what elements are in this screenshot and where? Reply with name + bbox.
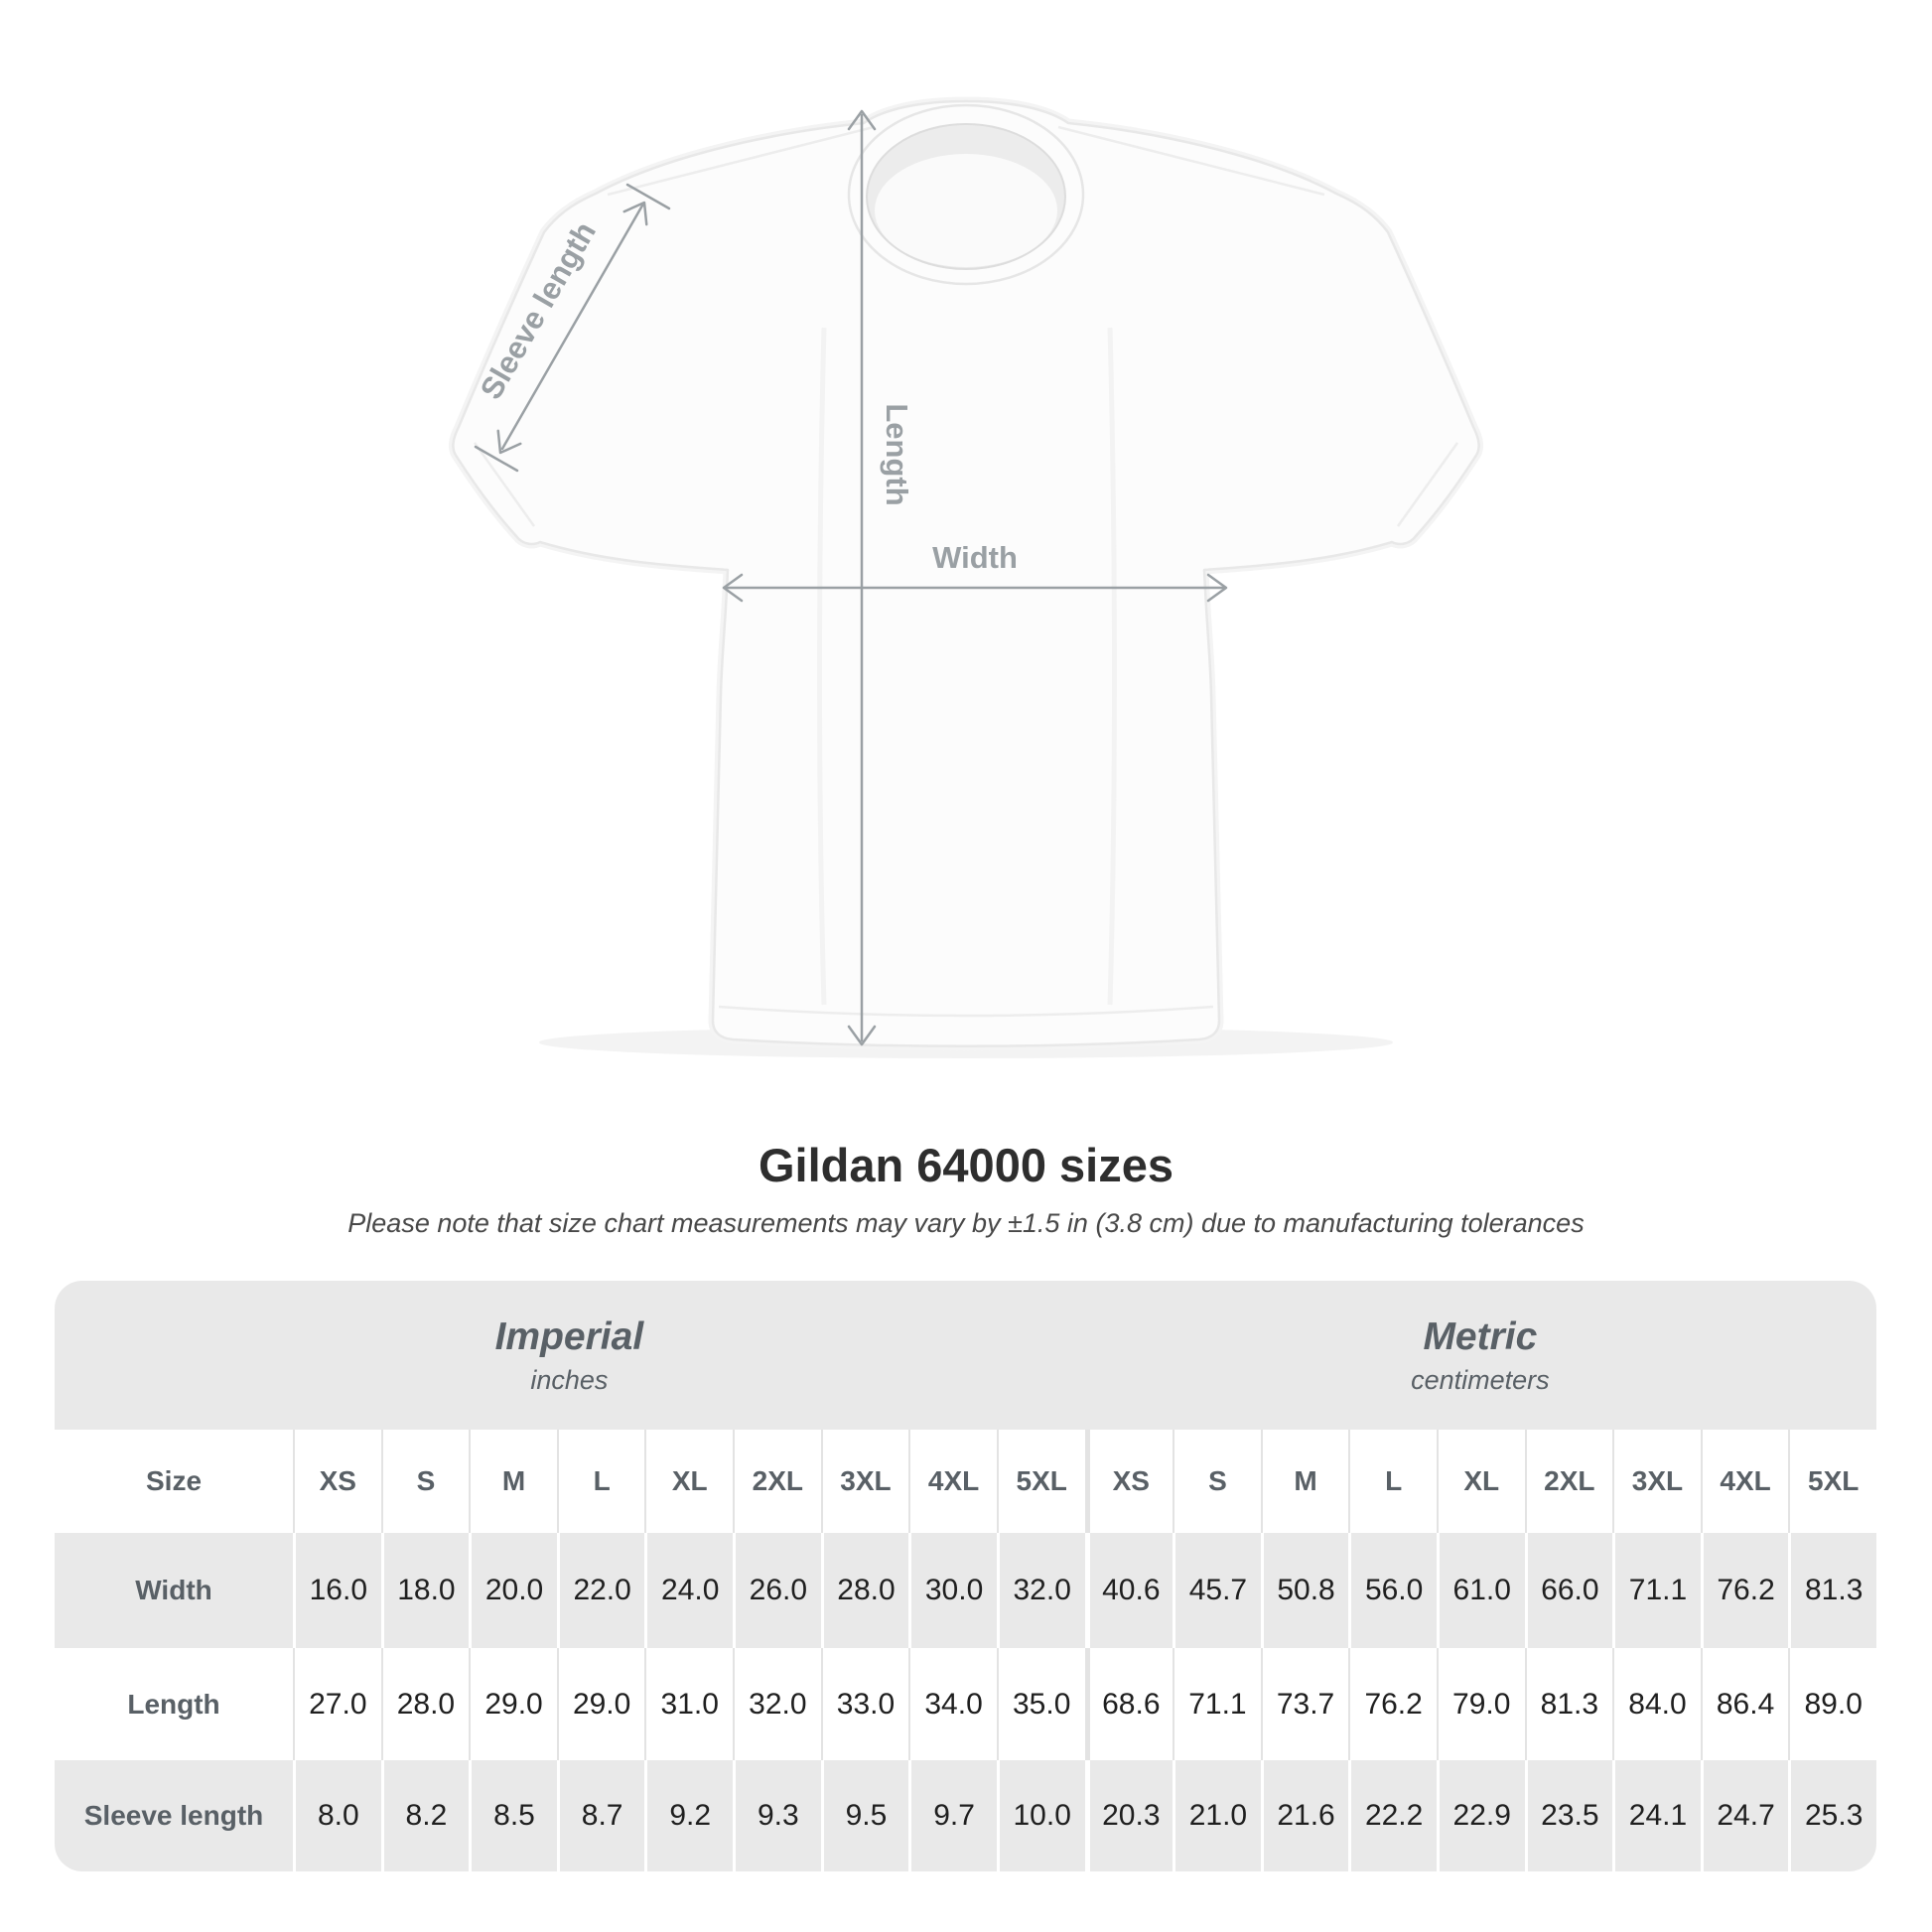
- cell-length-metric-m: 73.7: [1261, 1648, 1349, 1760]
- imperial-group-header: [55, 1281, 1084, 1430]
- cell-length-metric-l: 76.2: [1348, 1648, 1437, 1760]
- cell-width-imperial-2xl: 26.0: [733, 1533, 821, 1648]
- cell-sleeve-length-metric-3xl: 24.1: [1612, 1760, 1701, 1871]
- col-header-imperial-xs: XS: [293, 1430, 381, 1533]
- cell-width-imperial-4xl: 30.0: [908, 1533, 997, 1648]
- size-table: [55, 1281, 1876, 1871]
- col-header-metric-xs: XS: [1085, 1430, 1173, 1533]
- page-title: Gildan 64000 sizes: [758, 1139, 1174, 1191]
- cell-sleeve-length-imperial-l: 8.7: [557, 1760, 645, 1871]
- row-label-length: Length: [55, 1648, 293, 1760]
- col-header-imperial-2xl: 2XL: [733, 1430, 821, 1533]
- cell-width-metric-4xl: 76.2: [1701, 1533, 1789, 1648]
- cell-length-metric-5xl: 89.0: [1788, 1648, 1876, 1760]
- row-label-sleeve-length: Sleeve length: [55, 1760, 293, 1871]
- col-header-metric-2xl: 2XL: [1525, 1430, 1613, 1533]
- col-header-metric-xl: XL: [1437, 1430, 1525, 1533]
- cell-width-metric-l: 56.0: [1348, 1533, 1437, 1648]
- col-header-imperial-5xl: 5XL: [997, 1430, 1085, 1533]
- cell-width-imperial-5xl: 32.0: [997, 1533, 1085, 1648]
- cell-length-imperial-xs: 27.0: [293, 1648, 381, 1760]
- size-grid: [55, 1430, 1876, 1871]
- metric-unit: centimeters: [1411, 1364, 1550, 1395]
- cell-length-imperial-xl: 31.0: [644, 1648, 733, 1760]
- cell-sleeve-length-imperial-xs: 8.0: [293, 1760, 381, 1871]
- cell-width-imperial-l: 22.0: [557, 1533, 645, 1648]
- metric-label: Metric: [1423, 1314, 1538, 1358]
- cell-width-metric-s: 45.7: [1173, 1533, 1261, 1648]
- cell-length-metric-xs: 68.6: [1085, 1648, 1173, 1760]
- cell-length-imperial-s: 28.0: [381, 1648, 470, 1760]
- cell-sleeve-length-imperial-xl: 9.2: [644, 1760, 733, 1871]
- col-header-metric-4xl: 4XL: [1701, 1430, 1789, 1533]
- cell-length-imperial-l: 29.0: [557, 1648, 645, 1760]
- cell-sleeve-length-imperial-m: 8.5: [469, 1760, 557, 1871]
- width-label: Width: [932, 540, 1018, 575]
- cell-width-imperial-m: 20.0: [469, 1533, 557, 1648]
- cell-length-imperial-2xl: 32.0: [733, 1648, 821, 1760]
- length-label: Length: [880, 403, 914, 506]
- cell-width-metric-xs: 40.6: [1085, 1533, 1173, 1648]
- col-header-imperial-m: M: [469, 1430, 557, 1533]
- sleeve-length-label: Sleeve length: [473, 215, 604, 406]
- tolerance-note: Please note that size chart measurements may vary by ±1.5 in (3.8 cm) due to manufacturing tolerances: [347, 1208, 1585, 1238]
- cell-width-metric-xl: 61.0: [1437, 1533, 1525, 1648]
- cell-sleeve-length-metric-xl: 22.9: [1437, 1760, 1525, 1871]
- cell-length-metric-3xl: 84.0: [1612, 1648, 1701, 1760]
- cell-length-imperial-4xl: 34.0: [908, 1648, 997, 1760]
- cell-sleeve-length-imperial-5xl: 10.0: [997, 1760, 1085, 1871]
- cell-length-metric-xl: 79.0: [1437, 1648, 1525, 1760]
- row-label-width: Width: [55, 1533, 293, 1648]
- cell-width-metric-2xl: 66.0: [1525, 1533, 1613, 1648]
- cell-width-metric-3xl: 71.1: [1612, 1533, 1701, 1648]
- col-header-imperial-3xl: 3XL: [821, 1430, 909, 1533]
- unit-group-band: [55, 1281, 1876, 1430]
- cell-sleeve-length-imperial-4xl: 9.7: [908, 1760, 997, 1871]
- cell-sleeve-length-metric-l: 22.2: [1348, 1760, 1437, 1871]
- cell-sleeve-length-imperial-3xl: 9.5: [821, 1760, 909, 1871]
- col-header-metric-3xl: 3XL: [1612, 1430, 1701, 1533]
- cell-length-metric-s: 71.1: [1173, 1648, 1261, 1760]
- col-header-imperial-s: S: [381, 1430, 470, 1533]
- heading: [0, 1138, 1932, 1239]
- col-header-imperial-xl: XL: [644, 1430, 733, 1533]
- cell-length-metric-2xl: 81.3: [1525, 1648, 1613, 1760]
- col-header-metric-s: S: [1173, 1430, 1261, 1533]
- cell-length-imperial-3xl: 33.0: [821, 1648, 909, 1760]
- imperial-label: Imperial: [494, 1314, 644, 1358]
- cell-sleeve-length-metric-4xl: 24.7: [1701, 1760, 1789, 1871]
- col-header-imperial-4xl: 4XL: [908, 1430, 997, 1533]
- col-header-metric-l: L: [1348, 1430, 1437, 1533]
- size-column-header: Size: [55, 1430, 293, 1533]
- cell-sleeve-length-metric-s: 21.0: [1173, 1760, 1261, 1871]
- cell-length-imperial-m: 29.0: [469, 1648, 557, 1760]
- cell-width-imperial-s: 18.0: [381, 1533, 470, 1648]
- cell-sleeve-length-metric-5xl: 25.3: [1788, 1760, 1876, 1871]
- cell-sleeve-length-metric-xs: 20.3: [1085, 1760, 1173, 1871]
- cell-length-metric-4xl: 86.4: [1701, 1648, 1789, 1760]
- cell-width-imperial-xl: 24.0: [644, 1533, 733, 1648]
- metric-group-header: [1084, 1281, 1876, 1430]
- cell-sleeve-length-metric-2xl: 23.5: [1525, 1760, 1613, 1871]
- col-header-metric-5xl: 5XL: [1788, 1430, 1876, 1533]
- cell-length-imperial-5xl: 35.0: [997, 1648, 1085, 1760]
- col-header-imperial-l: L: [557, 1430, 645, 1533]
- cell-sleeve-length-metric-m: 21.6: [1261, 1760, 1349, 1871]
- col-header-metric-m: M: [1261, 1430, 1349, 1533]
- cell-sleeve-length-imperial-s: 8.2: [381, 1760, 470, 1871]
- cell-width-metric-5xl: 81.3: [1788, 1533, 1876, 1648]
- cell-width-imperial-xs: 16.0: [293, 1533, 381, 1648]
- cell-width-metric-m: 50.8: [1261, 1533, 1349, 1648]
- crew-neck-collar: [849, 105, 1083, 284]
- imperial-unit: inches: [530, 1364, 609, 1395]
- cell-sleeve-length-imperial-2xl: 9.3: [733, 1760, 821, 1871]
- cell-width-imperial-3xl: 28.0: [821, 1533, 909, 1648]
